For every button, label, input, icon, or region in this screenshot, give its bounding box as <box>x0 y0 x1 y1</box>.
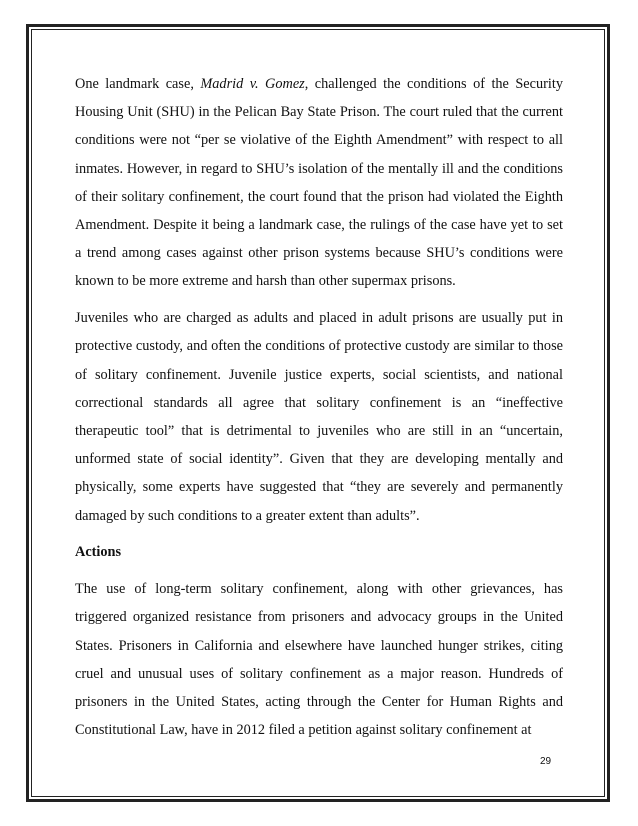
paragraph-juveniles: Juveniles who are charged as adults and placed in adult prisons are usually put in protective custody, and often the conditions of protective custody are similar to those of solitary confinement. Juvenile justice experts, social scientists, and national correctional standards all agree that solitary confinement is an “ineffective therapeutic tool” that is detrimental to juveniles who are still in an “uncertain, unformed state of social identity”. Given that they are developing mentally and physically, some experts have suggested that “they are severely and permanently damaged by such conditions to a greater extent than adults”. <box>75 310 563 524</box>
paragraph-madrid-case <box>75 70 563 296</box>
section-heading-actions: Actions <box>75 544 122 561</box>
paragraph-actions: The use of long-term solitary confinement, along with other grievances, has triggered organized resistance from prisoners and advocacy groups in the United States. Prisoners in California and elsewhere have launched hunger strikes, citing cruel and unusual uses of solitary confinement as a major reason. Hundreds of prisoners in the United States, acting through the Center for Human Rights and Constitutional Law, have in 2012 filed a petition against solitary confinement at <box>75 581 563 739</box>
document-body <box>75 70 563 753</box>
case-name: Madrid v. Gomez <box>200 76 305 92</box>
page-number: 29 <box>540 756 552 767</box>
paragraph-lead-text: One landmark case, <box>75 76 201 92</box>
paragraph-remaining-text: , challenged the conditions of the Security Housing Unit (SHU) in the Pelican Bay State Prison. The court ruled that the current conditions were not “per se violative of the Eighth Amendment” with respect to all inmates. However, in regard to SHU’s isolation of the mentally ill and the conditions of their solitary confinement, the court found that the prison had violated the Eighth Amendment. Despite it being a landmark case, the rulings of the case have yet to set a trend among cases against other prison systems because SHU’s conditions were known to be more extreme and harsh than other supermax prisons. <box>75 76 564 290</box>
